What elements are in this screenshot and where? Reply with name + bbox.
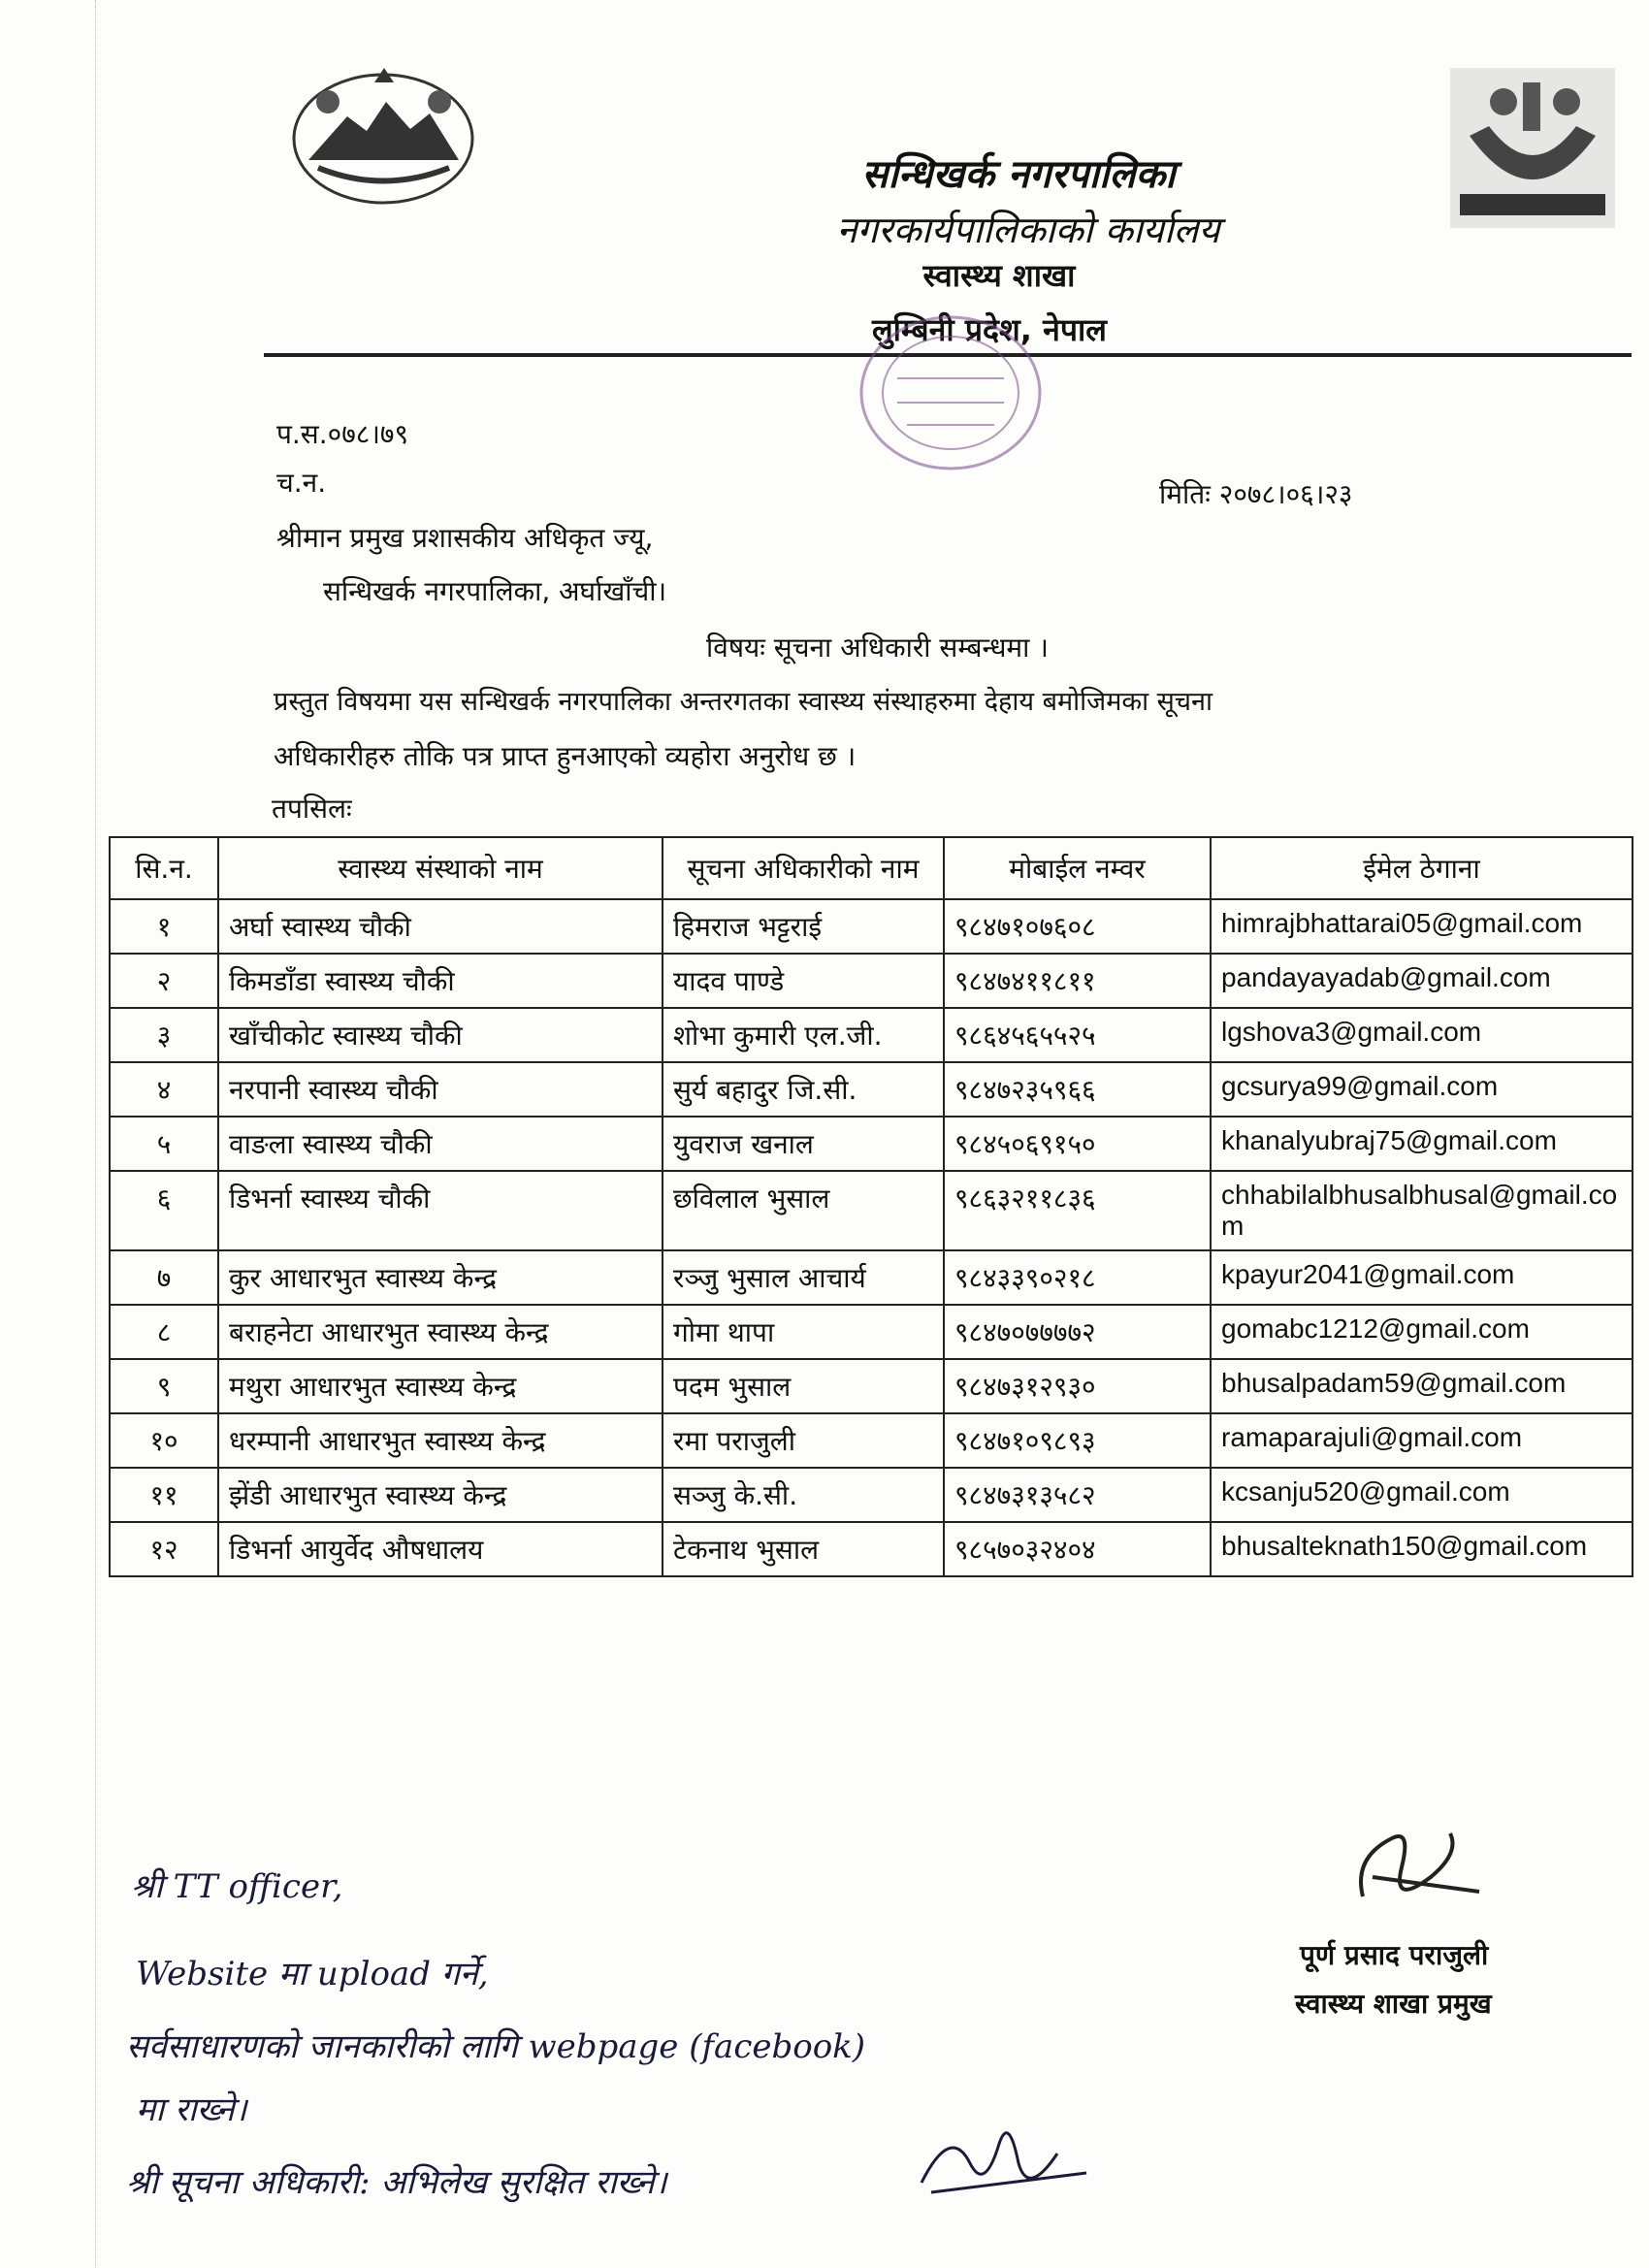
header-serial: सि.न. bbox=[110, 837, 218, 899]
table-row bbox=[110, 899, 1633, 954]
cell-mobile: ९८५७०३२४०४ bbox=[944, 1522, 1211, 1576]
cell-institution: किमडाँडा स्वास्थ्य चौकी bbox=[218, 954, 663, 1008]
cell-serial: ३ bbox=[110, 1008, 218, 1062]
table-row bbox=[110, 1522, 1633, 1576]
body-line-1: प्रस्तुत विषयमा यस सन्धिखर्क नगरपालिका अन्तरगतका स्वास्थ्य संस्थाहरुमा देहाय बमोजिमका सूचना bbox=[274, 687, 1213, 717]
cell-email: bhusalpadam59@gmail.com bbox=[1211, 1359, 1633, 1413]
table-row bbox=[110, 1062, 1633, 1117]
annex-label: तपसिलः bbox=[272, 793, 352, 825]
table-row bbox=[110, 1413, 1633, 1468]
cell-mobile: ९८४३३९०२१८ bbox=[944, 1250, 1211, 1305]
cell-serial: ६ bbox=[110, 1171, 218, 1250]
header-email: ईमेल ठेगाना bbox=[1211, 837, 1633, 899]
cell-officer: सुर्य बहादुर जि.सी. bbox=[663, 1062, 944, 1117]
handwritten-note-line-3: सर्वसाधारणको जानकारीको लागि webpage (facebook) bbox=[126, 2027, 866, 2066]
cell-mobile: ९८४५०६९१५० bbox=[944, 1117, 1211, 1171]
handwritten-note-line-2: Website मा upload गर्ने, bbox=[136, 1955, 489, 1993]
cell-institution: बराहनेटा आधारभुत स्वास्थ्य केन्द्र bbox=[218, 1305, 663, 1359]
cell-email: kcsanju520@gmail.com bbox=[1211, 1468, 1633, 1522]
table-row bbox=[110, 1250, 1633, 1305]
cell-officer: पदम भुसाल bbox=[663, 1359, 944, 1413]
cell-institution: डिभर्ना आयुर्वेद औषधालय bbox=[218, 1522, 663, 1576]
cell-officer: रमा पराजुली bbox=[663, 1413, 944, 1468]
cell-institution: खाँचीकोट स्वास्थ्य चौकी bbox=[218, 1008, 663, 1062]
signatory-name: पूर्ण प्रसाद पराजुली bbox=[1300, 1939, 1489, 1971]
cell-mobile: ९८४७३१३५८२ bbox=[944, 1468, 1211, 1522]
table-header-row bbox=[110, 837, 1633, 899]
header-institution: स्वास्थ्य संस्थाको नाम bbox=[218, 837, 663, 899]
letter-date: मितिः २०७८।०६।२३ bbox=[1159, 478, 1353, 510]
cell-email: ramaparajuli@gmail.com bbox=[1211, 1413, 1633, 1468]
cell-institution: कुर आधारभुत स्वास्थ्य केन्द्र bbox=[218, 1250, 663, 1305]
cell-officer: छविलाल भुसाल bbox=[663, 1171, 944, 1250]
cell-serial: २ bbox=[110, 954, 218, 1008]
cell-officer: रञ्जु भुसाल आचार्य bbox=[663, 1250, 944, 1305]
province-name: लुम्बिनी प्रदेश, नेपाल bbox=[871, 311, 1108, 348]
dispatch-number: च.न. bbox=[276, 467, 327, 499]
cell-institution: धरम्पानी आधारभुत स्वास्थ्य केन्द्र bbox=[218, 1413, 663, 1468]
cell-institution: मथुरा आधारभुत स्वास्थ्य केन्द्र bbox=[218, 1359, 663, 1413]
office-stamp-icon bbox=[854, 310, 1048, 475]
body-line-2: अधिकारीहरु तोकि पत्र प्राप्त हुनआएको व्यहोरा अनुरोध छ । bbox=[274, 740, 857, 772]
cell-email: bhusalteknath150@gmail.com bbox=[1211, 1522, 1633, 1576]
table-row bbox=[110, 1008, 1633, 1062]
table-row bbox=[110, 1171, 1633, 1250]
table-row bbox=[110, 1305, 1633, 1359]
cell-institution: डिभर्ना स्वास्थ्य चौकी bbox=[218, 1171, 663, 1250]
cell-institution: वाङला स्वास्थ्य चौकी bbox=[218, 1117, 663, 1171]
cell-email: chhabilalbhusalbhusal@gmail.com bbox=[1211, 1171, 1633, 1250]
table-row bbox=[110, 1117, 1633, 1171]
scan-edge bbox=[95, 0, 102, 2268]
cell-officer: टेकनाथ भुसाल bbox=[663, 1522, 944, 1576]
cell-email: pandayayadab@gmail.com bbox=[1211, 954, 1633, 1008]
cell-mobile: ९८४७४११८११ bbox=[944, 954, 1211, 1008]
header-mobile: मोबाईल नम्वर bbox=[944, 837, 1211, 899]
handwritten-note-line-4: मा राख्ने। bbox=[136, 2090, 247, 2129]
cell-serial: ५ bbox=[110, 1117, 218, 1171]
cell-mobile: ९८४७१०७६०८ bbox=[944, 899, 1211, 954]
cell-serial: १२ bbox=[110, 1522, 218, 1576]
reference-number: प.स.०७८।७९ bbox=[276, 418, 409, 450]
cell-serial: ११ bbox=[110, 1468, 218, 1522]
signatory-title: स्वास्थ्य शाखा प्रमुख bbox=[1295, 1988, 1492, 2020]
cell-officer: यादव पाण्डे bbox=[663, 954, 944, 1008]
cell-serial: ८ bbox=[110, 1305, 218, 1359]
cell-institution: नरपानी स्वास्थ्य चौकी bbox=[218, 1062, 663, 1117]
sub-office-name: नगरकार्यपालिकाको कार्यालय bbox=[836, 209, 1220, 251]
cell-institution: झेंडी आधारभुत स्वास्थ्य केन्द्र bbox=[218, 1468, 663, 1522]
letter-subject: विषयः सूचना अधिकारी सम्बन्धमा । bbox=[706, 632, 1049, 664]
addressee-line-2: सन्धिखर्क नगरपालिका, अर्घाखाँची। bbox=[323, 575, 667, 607]
handwritten-note-line-5: श्री सूचना अधिकारी: अभिलेख सुरक्षित राख्ने। bbox=[126, 2163, 667, 2202]
handwritten-note-line-1: श्री TT officer, bbox=[131, 1867, 343, 1906]
cell-serial: १ bbox=[110, 899, 218, 954]
table-row bbox=[110, 954, 1633, 1008]
table-row bbox=[110, 1359, 1633, 1413]
cell-officer: सञ्जु के.सी. bbox=[663, 1468, 944, 1522]
cell-serial: ७ bbox=[110, 1250, 218, 1305]
cell-serial: ९ bbox=[110, 1359, 218, 1413]
cell-email: lgshova3@gmail.com bbox=[1211, 1008, 1633, 1062]
cell-email: gomabc1212@gmail.com bbox=[1211, 1305, 1633, 1359]
cell-mobile: ९८४७१०९८९३ bbox=[944, 1413, 1211, 1468]
cell-mobile: ९८६४५६५५२५ bbox=[944, 1008, 1211, 1062]
cell-email: himrajbhattarai05@gmail.com bbox=[1211, 899, 1633, 954]
signature-icon bbox=[1334, 1819, 1499, 1926]
cell-mobile: ९८४७२३५९६६ bbox=[944, 1062, 1211, 1117]
cell-officer: गोमा थापा bbox=[663, 1305, 944, 1359]
header-officer: सूचना अधिकारीको नाम bbox=[663, 837, 944, 899]
cell-mobile: ९८४७०७७७७२ bbox=[944, 1305, 1211, 1359]
cell-email: gcsurya99@gmail.com bbox=[1211, 1062, 1633, 1117]
cell-serial: ४ bbox=[110, 1062, 218, 1117]
cell-email: khanalyubraj75@gmail.com bbox=[1211, 1117, 1633, 1171]
information-officer-table bbox=[109, 836, 1633, 1577]
cell-mobile: ९८४७३१२९३० bbox=[944, 1359, 1211, 1413]
cell-institution: अर्घा स्वास्थ्य चौकी bbox=[218, 899, 663, 954]
cell-officer: युवराज खनाल bbox=[663, 1117, 944, 1171]
cell-mobile: ९८६३२११८३६ bbox=[944, 1171, 1211, 1250]
section-name: स्वास्थ्य शाखा bbox=[922, 257, 1076, 294]
cell-serial: १० bbox=[110, 1413, 218, 1468]
table-row bbox=[110, 1468, 1633, 1522]
cell-email: kpayur2041@gmail.com bbox=[1211, 1250, 1633, 1305]
addressee-line-1: श्रीमान प्रमुख प्रशासकीय अधिकृत ज्यू, bbox=[276, 522, 654, 554]
handwritten-signature-icon bbox=[902, 2105, 1096, 2212]
cell-officer: शोभा कुमारी एल.जी. bbox=[663, 1008, 944, 1062]
office-name: सन्धिखर्क नगरपालिका bbox=[861, 152, 1176, 197]
cell-officer: हिमराज भट्टराई bbox=[663, 899, 944, 954]
